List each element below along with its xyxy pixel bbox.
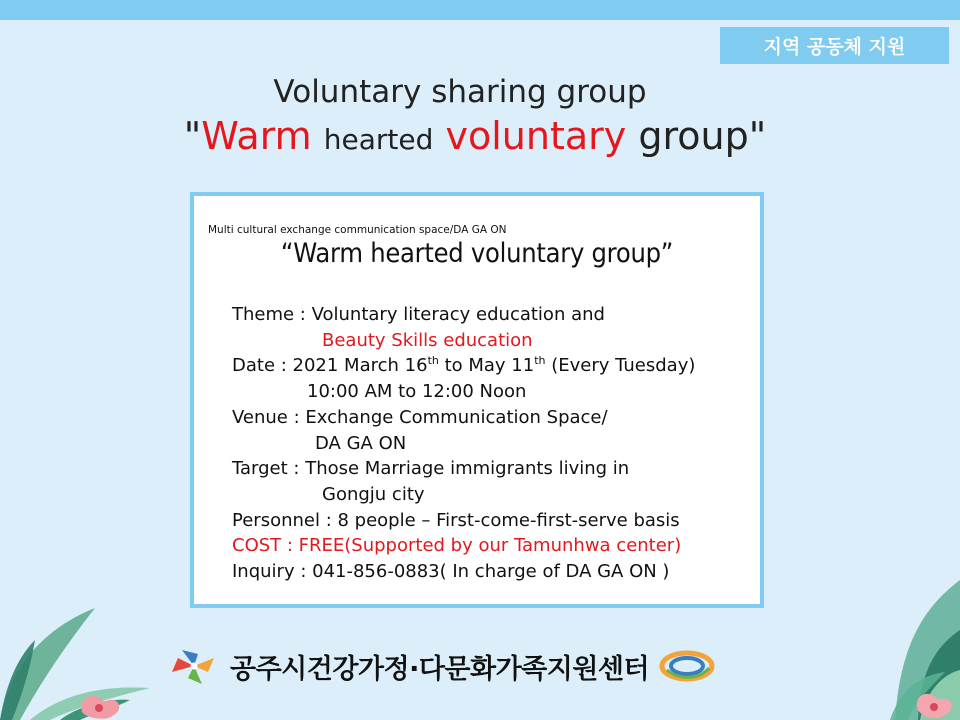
details-list (232, 302, 762, 585)
category-tag: 지역 공동체 지원 (720, 27, 949, 64)
theme-continued: Beauty Skills education (322, 329, 533, 351)
card-title: “Warm hearted voluntary group” (280, 238, 674, 269)
date-ordinal-2: th (534, 354, 546, 368)
personnel-line: Personnel : 8 people – First-come-first-serve basis (232, 509, 680, 531)
heading-voluntary: voluntary (445, 114, 627, 158)
multicultural-logo-icon (659, 650, 715, 682)
heading-warm: Warm (201, 114, 312, 158)
top-band (0, 0, 960, 20)
theme-line: Theme : Voluntary literacy education and (232, 304, 605, 325)
date-mid: to May 11 (438, 355, 535, 377)
venue-line: Venue : Exchange Communication Space/ (232, 406, 608, 428)
open-quote: " (183, 114, 202, 158)
date-ordinal-1: th (427, 354, 439, 368)
pinwheel-logo-icon (168, 646, 220, 686)
heading-line1: Voluntary sharing group (273, 74, 647, 110)
organization-footer (168, 646, 793, 686)
heading-line2 (0, 114, 950, 158)
organization-name: 공주시건강가정·다문화가족지원센터 (230, 653, 650, 685)
close-quote: " (748, 114, 767, 158)
info-card (190, 192, 764, 608)
inquiry-line: Inquiry : 041-856-0883( In charge of DA GA ON ) (232, 561, 670, 583)
tropical-leaves-left-decoration (0, 600, 170, 720)
heading-group: group (638, 114, 749, 158)
date-prefix: Date : 2021 March 16 (232, 355, 428, 377)
time-line: 10:00 AM to 12:00 Noon (307, 381, 527, 403)
tropical-leaves-right-decoration (800, 560, 960, 720)
heading-hearted: hearted (323, 123, 434, 156)
date-suffix: (Every Tuesday) (545, 355, 696, 377)
date-line (232, 353, 762, 379)
target-continued: Gongju city (322, 483, 425, 505)
venue-continued: DA GA ON (315, 432, 407, 454)
cost-line: COST : FREE(Supported by our Tamunhwa center) (232, 535, 682, 557)
card-subtitle: Multi cultural exchange communication space/DA GA ON (208, 224, 507, 236)
target-line: Target : Those Marriage immigrants living in (232, 458, 630, 480)
